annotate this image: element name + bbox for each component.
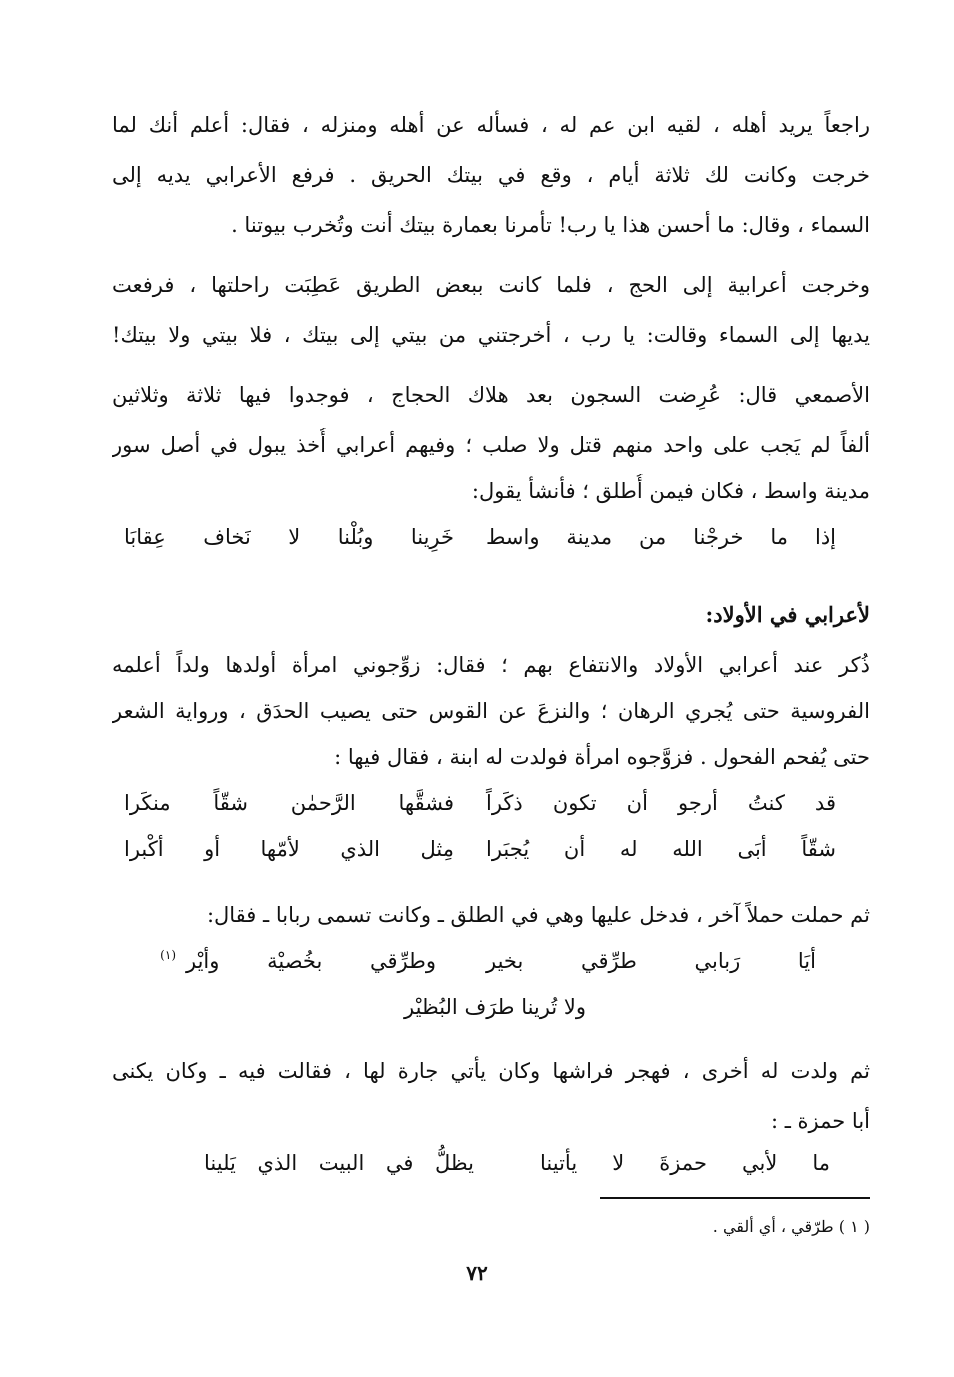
paragraph-line: ذُكر عند أعرابي الأولاد والانتفاع بهم ؛ فقال: زوِّجوني امرأة أولدها ولداً أعلمه [112, 653, 870, 677]
verse-row [0, 520, 954, 554]
footnote: ( ١ ) طرّقي ، أي ألقي . [712, 1217, 870, 1236]
verse-row [0, 944, 954, 978]
verse-hemistich-right: شقّاً أبَى الله له أن يُجبَرا [486, 837, 836, 861]
verse-hemistich-right: أيَا رَبابي طرِّقي بخير [486, 949, 816, 973]
verse-third-line: ولا تُرينا طرَف البُظيْر [404, 995, 586, 1019]
paragraph-line: الأصمعي قال: عُرِضت السجون بعد هلاك الحجاج ، فوجدوا فيها ثلاثة وثلاثين [112, 383, 870, 407]
verse-row [0, 786, 954, 820]
paragraph-line: وخرجت أعرابية إلى الحج ، فلما كانت ببعض الطريق عَطِبَت راحلتها ، فرفعت [112, 273, 870, 297]
paragraph-line: أبا حمزة ـ : [770, 1109, 870, 1133]
paragraph-line: الفروسية حتى يُجري الرهان ؛ والنزعَ عن القوس حتى يصيب الحدَق ، ورواية الشعر [112, 699, 870, 723]
verse-row [0, 990, 954, 1024]
verse-hemistich-left: فشقَّها الرَّحمٰن شقّاً منكَرا [124, 791, 454, 815]
paragraph-line: ثم حملت حملاً آخر ، فدخل عليها وهي في الطلق ـ وكانت تسمى ربابا ـ فقال: [206, 903, 870, 927]
verse-hemistich-right: قد كنتُ أرجو أن تكون ذكَراً [486, 791, 836, 815]
verse-hemistich-left: يظلُّ في البيت الذي يَلينا [204, 1151, 474, 1175]
verse-row [0, 1146, 954, 1180]
verse-hemistich-left: مِثل الذي لأمّها أو أكْبرا [124, 837, 454, 861]
footnote-divider [600, 1197, 870, 1199]
page-number: ٧٢ [466, 1261, 488, 1285]
section-heading: لأعرابي في الأولاد: [705, 602, 870, 627]
paragraph-line: مدينة واسط ، فكان فيمن أُطلق ؛ فأنشأ يقول: [471, 479, 870, 503]
verse-row [0, 832, 954, 866]
paragraph-line: السماء ، وقال: ما أحسن هذا يا رب! تأمرنا بعمارة بيتك أنت وتُخرب بيوتنا . [231, 213, 870, 237]
verse-hemistich-right: ما لأبي حمزةَ لا يأتينا [540, 1151, 830, 1175]
paragraph-line: حتى يُفحم الفحول . فزوَّجوه امرأة فولدت له ابنة ، فقال فيها : [334, 745, 870, 769]
footnote-marker: (١) [160, 948, 176, 962]
verse-hemistich-left: خَرِينا وبُلْنا لا نَخاف عِقابَا [124, 525, 454, 549]
paragraph-line: خرجت وكانت لك ثلاثة أيام ، وقع في بيتك الحريق . فرفع الأعرابي يديه إلى [112, 163, 870, 187]
paragraph-line: ثم ولدت له أخرى ، فهجر فراشها وكان يأتي جارة لها ، فقالت فيه ـ وكان يكنى [112, 1059, 870, 1083]
verse-hemistich-left: وطرِّقي بخُصيْة وأيْر [186, 949, 436, 973]
paragraph-line: يديها إلى السماء وقالت: يا رب ، أخرجتني من بيتي إلى بيتك ، فلا بيتي ولا بيتك! [112, 323, 870, 347]
paragraph-line: راجعاً يريد أهله ، لقيه ابن عم له ، فسأله عن أهله ومنزله ، فقال: أعلم أنك لما [112, 113, 870, 137]
paragraph-line: ألفاً لم يَجب على واحد منهم قتل ولا صلب ؛ وفيهم أعرابي أُخذ يبول في أصل سور [112, 433, 870, 457]
verse-hemistich-right: إذا ما خرجْنا من مدينة واسط [486, 525, 836, 549]
